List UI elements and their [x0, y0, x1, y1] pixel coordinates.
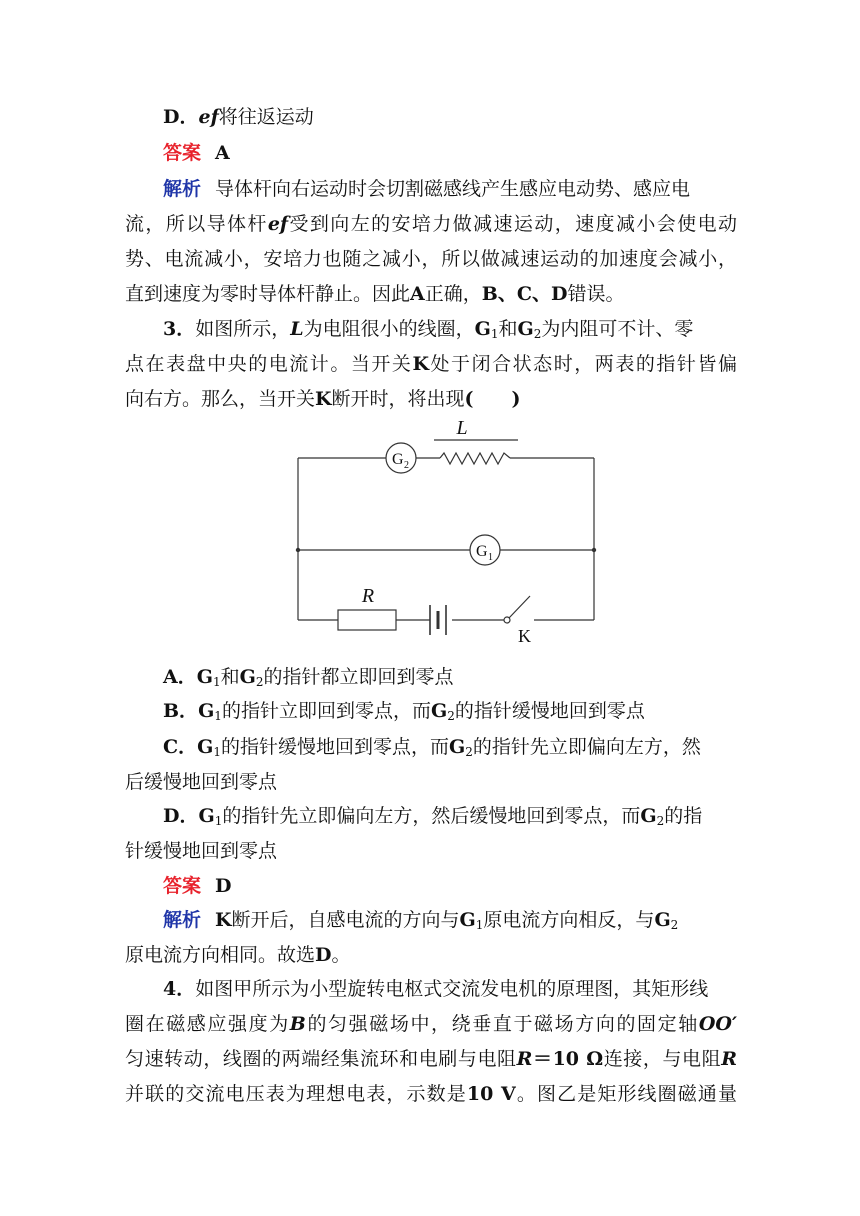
label-k: K [518, 626, 531, 646]
analysis-label: 解析 [163, 178, 202, 200]
q2-option-d: D．ef将往返运动 [163, 106, 314, 128]
answer-label: 答案 [163, 142, 202, 164]
label-g2: G [392, 451, 404, 468]
q3-analysis-line1: 解析 K断开后，自感电流的方向与$G_1$原电流方向相反，与$G_2$ [163, 909, 679, 932]
label-g1-sub: 1 [488, 552, 493, 563]
q3-option-b: B．$G_1$的指针立即回到零点，而$G_2$的指针缓慢地回到零点 [163, 700, 645, 723]
label-l: L [456, 417, 468, 439]
resistor-r [338, 610, 396, 630]
question-number: 4． [163, 978, 196, 1000]
q3-option-c-line1: C．$G_1$的指针缓慢地回到零点，而$G_2$的指针先立即偏向左方，然 [163, 736, 701, 759]
switch-lever [509, 596, 530, 618]
q4-stem-line4: 并联的交流电压表为理想电表，示数是10 V。图乙是矩形线圈磁通量 [125, 1083, 737, 1105]
analysis-label: 解析 [163, 909, 202, 931]
junction-right [592, 548, 596, 552]
circuit-diagram [282, 408, 612, 653]
label-g2-sub: 2 [404, 460, 409, 471]
q3-answer: 答案 D [163, 875, 232, 897]
q2-analysis-line2: 流，所以导体杆ef受到向左的安培力做减速运动，速度减小会使电动 [125, 213, 737, 235]
q2-analysis-line3: 势、电流减小，安培力也随之减小，所以做减速运动的加速度会减小， [125, 248, 737, 270]
q4-stem-line3: 匀速转动，线圈的两端经集流环和电刷与电阻R＝10 Ω连接，与电阻R [125, 1048, 737, 1070]
q3-option-a: A．$G_1$和$G_2$的指针都立即回到零点 [163, 666, 454, 689]
junction-left [296, 548, 300, 552]
q4-stem-line2: 圈在磁感应强度为B的匀强磁场中，绕垂直于磁场方向的固定轴OO′ [125, 1013, 737, 1035]
q3-option-c-line2: 后缓慢地回到零点 [125, 771, 278, 793]
q4-stem-line1: 4．如图甲所示为小型旋转电枢式交流发电机的原理图，其矩形线 [163, 978, 709, 1000]
q3-option-d-line1: D．$G_1$的指针先立即偏向左方，然后缓慢地回到零点，而$G_2$的指 [163, 805, 703, 828]
q2-analysis-line4: 直到速度为零时导体杆静止。因此A正确，B、C、D错误。 [125, 283, 625, 305]
q3-option-d-line2: 针缓慢地回到零点 [125, 840, 278, 862]
q3-stem-line1: 3．如图所示，L为电阻很小的线圈，$G_1$和$G_2$为内阻可不计、零 [163, 318, 694, 341]
q3-stem-line3: 向右方。那么，当开关K断开时，将出现( ) [125, 388, 521, 410]
answer-label: 答案 [163, 875, 202, 897]
inductor-coil [440, 453, 510, 464]
label-g1: G [476, 543, 488, 560]
q3-analysis-line2: 原电流方向相同。故选D。 [125, 944, 351, 966]
q2-analysis-line1: 解析 导体杆向右运动时会切割磁感线产生感应电动势、感应电 [163, 178, 691, 200]
question-number: 3． [163, 318, 196, 340]
label-r: R [361, 585, 375, 607]
q2-answer: 答案 A [163, 142, 230, 164]
q3-stem-line2: 点在表盘中央的电流计。当开关K处于闭合状态时，两表的指针皆偏 [125, 353, 737, 375]
